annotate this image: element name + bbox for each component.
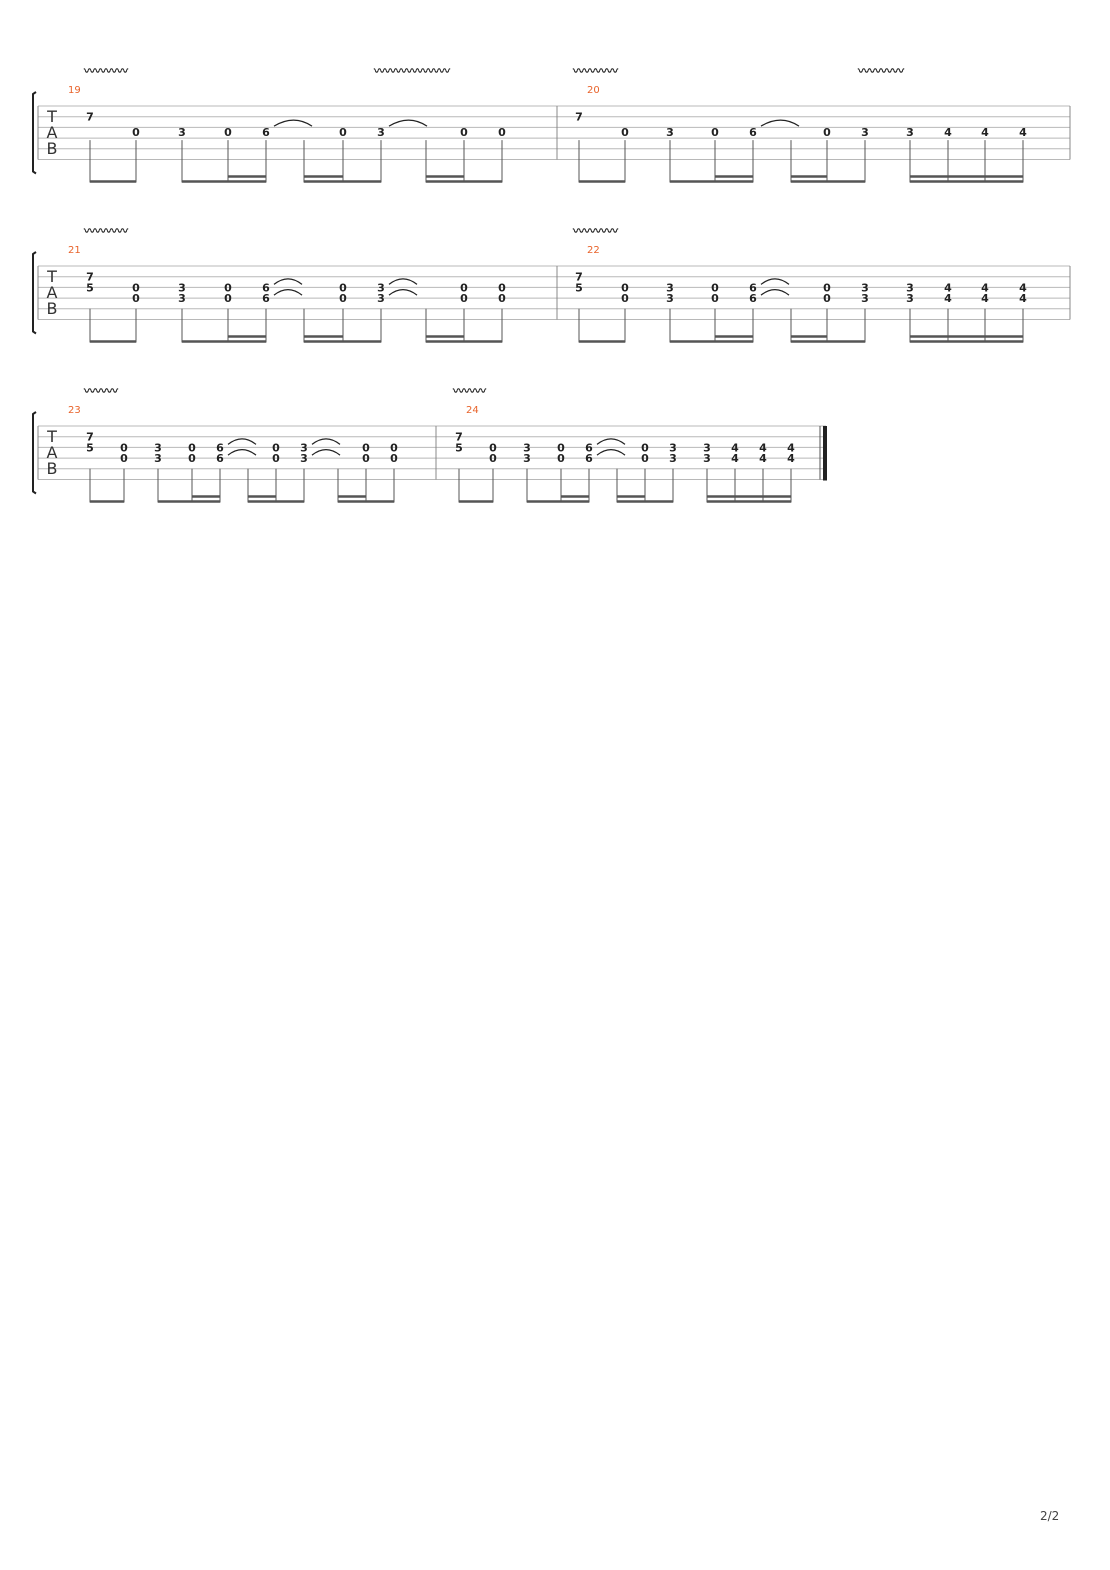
- fret-number: 4: [759, 452, 767, 466]
- fret-number: 0: [362, 441, 370, 455]
- vibrato-mark: 〰〰〰〰: [83, 224, 129, 240]
- fret-number: 0: [272, 452, 280, 466]
- fret-number: 3: [666, 126, 674, 140]
- tie-arc: [274, 290, 302, 296]
- tab-clef-letter: T: [47, 267, 57, 286]
- fret-number: 0: [339, 292, 347, 306]
- fret-number: 3: [861, 292, 869, 306]
- vibrato-mark: 〰〰〰〰: [857, 64, 905, 80]
- fret-number: 0: [823, 281, 831, 295]
- fret-number: 0: [120, 441, 128, 455]
- fret-number: 0: [641, 452, 649, 466]
- fret-number: 0: [621, 281, 629, 295]
- fret-number: 4: [981, 281, 989, 295]
- fret-number: 3: [178, 126, 186, 140]
- fret-number: 5: [575, 281, 583, 295]
- fret-number: 4: [981, 292, 989, 306]
- system-bracket: [33, 92, 36, 174]
- fret-number: 4: [731, 441, 739, 455]
- fret-number: 3: [377, 292, 385, 306]
- fret-number: 0: [188, 441, 196, 455]
- fret-number: 6: [749, 126, 757, 140]
- tie-arc: [597, 450, 625, 456]
- fret-number: 3: [666, 281, 674, 295]
- fret-number: 6: [216, 452, 224, 466]
- page-number: 2/2: [1040, 1509, 1060, 1523]
- fret-number: 4: [1019, 292, 1027, 306]
- fret-number: 3: [300, 441, 308, 455]
- fret-number: 3: [703, 441, 711, 455]
- measure-number: 23: [68, 405, 81, 416]
- fret-number: 5: [455, 441, 463, 455]
- vibrato-mark: 〰〰〰: [452, 384, 487, 400]
- fret-number: 3: [154, 441, 162, 455]
- fret-number: 0: [362, 452, 370, 466]
- tie-arc: [389, 120, 427, 126]
- fret-number: 0: [621, 126, 629, 140]
- fret-number: 5: [86, 281, 94, 295]
- tie-arc: [761, 279, 789, 285]
- measure-number: 21: [68, 245, 81, 256]
- fret-number: 0: [557, 441, 565, 455]
- fret-number: 4: [759, 441, 767, 455]
- tab-clef-letter: A: [46, 123, 58, 142]
- fret-number: 3: [377, 126, 385, 140]
- fret-number: 3: [703, 452, 711, 466]
- measure-number: 19: [68, 85, 81, 96]
- fret-number: 0: [498, 292, 506, 306]
- fret-number: 6: [749, 292, 757, 306]
- fret-number: 0: [132, 281, 140, 295]
- fret-number: 3: [300, 452, 308, 466]
- fret-number: 0: [188, 452, 196, 466]
- fret-number: 3: [669, 441, 677, 455]
- fret-number: 3: [861, 281, 869, 295]
- fret-number: 0: [224, 281, 232, 295]
- fret-number: 7: [86, 110, 94, 124]
- tie-arc: [597, 439, 625, 445]
- fret-number: 6: [749, 281, 757, 295]
- fret-number: 3: [666, 292, 674, 306]
- tie-arc: [312, 450, 340, 456]
- system-bracket: [33, 252, 36, 334]
- fret-number: 0: [489, 441, 497, 455]
- fret-number: 4: [787, 441, 795, 455]
- fret-number: 0: [711, 126, 719, 140]
- fret-number: 3: [178, 292, 186, 306]
- vibrato-mark: 〰〰〰〰: [83, 64, 129, 80]
- fret-number: 7: [575, 110, 583, 124]
- tab-clef-letter: B: [46, 139, 58, 158]
- fret-number: 4: [1019, 281, 1027, 295]
- fret-number: 0: [557, 452, 565, 466]
- fret-number: 6: [585, 441, 593, 455]
- fret-number: 6: [216, 441, 224, 455]
- fret-number: 3: [523, 452, 531, 466]
- tab-clef-letter: A: [46, 283, 58, 302]
- tie-arc: [761, 120, 799, 126]
- fret-number: 0: [498, 126, 506, 140]
- fret-number: 4: [731, 452, 739, 466]
- fret-number: 0: [460, 126, 468, 140]
- tie-arc: [312, 439, 340, 445]
- fret-number: 0: [823, 126, 831, 140]
- measure-number: 22: [587, 245, 600, 256]
- fret-number: 0: [460, 292, 468, 306]
- fret-number: 0: [390, 452, 398, 466]
- fret-number: 0: [460, 281, 468, 295]
- fret-number: 3: [861, 126, 869, 140]
- fret-number: 6: [262, 281, 270, 295]
- tie-arc: [228, 450, 256, 456]
- fret-number: 0: [621, 292, 629, 306]
- fret-number: 3: [154, 452, 162, 466]
- fret-number: 5: [86, 441, 94, 455]
- fret-number: 0: [224, 126, 232, 140]
- tab-clef-letter: T: [47, 427, 57, 446]
- fret-number: 7: [455, 430, 463, 444]
- vibrato-mark: 〰〰〰〰: [572, 224, 619, 240]
- fret-number: 3: [906, 292, 914, 306]
- fret-number: 0: [711, 281, 719, 295]
- fret-number: 0: [132, 292, 140, 306]
- fret-number: 6: [262, 292, 270, 306]
- fret-number: 0: [489, 452, 497, 466]
- tab-system-1: [33, 64, 1070, 183]
- tie-arc: [389, 290, 417, 296]
- vibrato-mark: 〰〰〰〰〰〰〰: [373, 64, 451, 80]
- fret-number: 4: [1019, 126, 1027, 140]
- fret-number: 7: [575, 270, 583, 284]
- fret-number: 4: [787, 452, 795, 466]
- fret-number: 0: [120, 452, 128, 466]
- fret-number: 4: [944, 292, 952, 306]
- fret-number: 0: [132, 126, 140, 140]
- fret-number: 0: [498, 281, 506, 295]
- fret-number: 0: [272, 441, 280, 455]
- fret-number: 0: [641, 441, 649, 455]
- tab-clef-letter: A: [46, 443, 58, 462]
- measure-number: 24: [466, 405, 479, 416]
- tab-clef-letter: B: [46, 299, 58, 318]
- fret-number: 4: [944, 281, 952, 295]
- fret-number: 3: [377, 281, 385, 295]
- fret-number: 4: [944, 126, 952, 140]
- fret-number: 7: [86, 430, 94, 444]
- fret-number: 7: [86, 270, 94, 284]
- fret-number: 4: [981, 126, 989, 140]
- fret-number: 0: [711, 292, 719, 306]
- fret-number: 0: [339, 281, 347, 295]
- fret-number: 3: [178, 281, 186, 295]
- fret-number: 3: [906, 126, 914, 140]
- fret-number: 0: [823, 292, 831, 306]
- tab-clef-letter: B: [46, 459, 58, 478]
- fret-number: 6: [262, 126, 270, 140]
- tab-system-2: [33, 224, 1070, 343]
- tie-arc: [389, 279, 417, 285]
- fret-number: 0: [339, 126, 347, 140]
- tie-arc: [274, 279, 302, 285]
- fret-number: 3: [906, 281, 914, 295]
- fret-number: 6: [585, 452, 593, 466]
- measure-number: 20: [587, 85, 600, 96]
- system-bracket: [33, 412, 36, 494]
- fret-number: 3: [523, 441, 531, 455]
- tie-arc: [761, 290, 789, 296]
- tie-arc: [228, 439, 256, 445]
- tab-system-3: [33, 384, 826, 503]
- fret-number: 0: [390, 441, 398, 455]
- fret-number: 3: [669, 452, 677, 466]
- fret-number: 0: [224, 292, 232, 306]
- vibrato-mark: 〰〰〰: [83, 384, 119, 400]
- tab-clef-letter: T: [47, 107, 57, 126]
- vibrato-mark: 〰〰〰〰: [572, 64, 619, 80]
- tie-arc: [274, 120, 312, 126]
